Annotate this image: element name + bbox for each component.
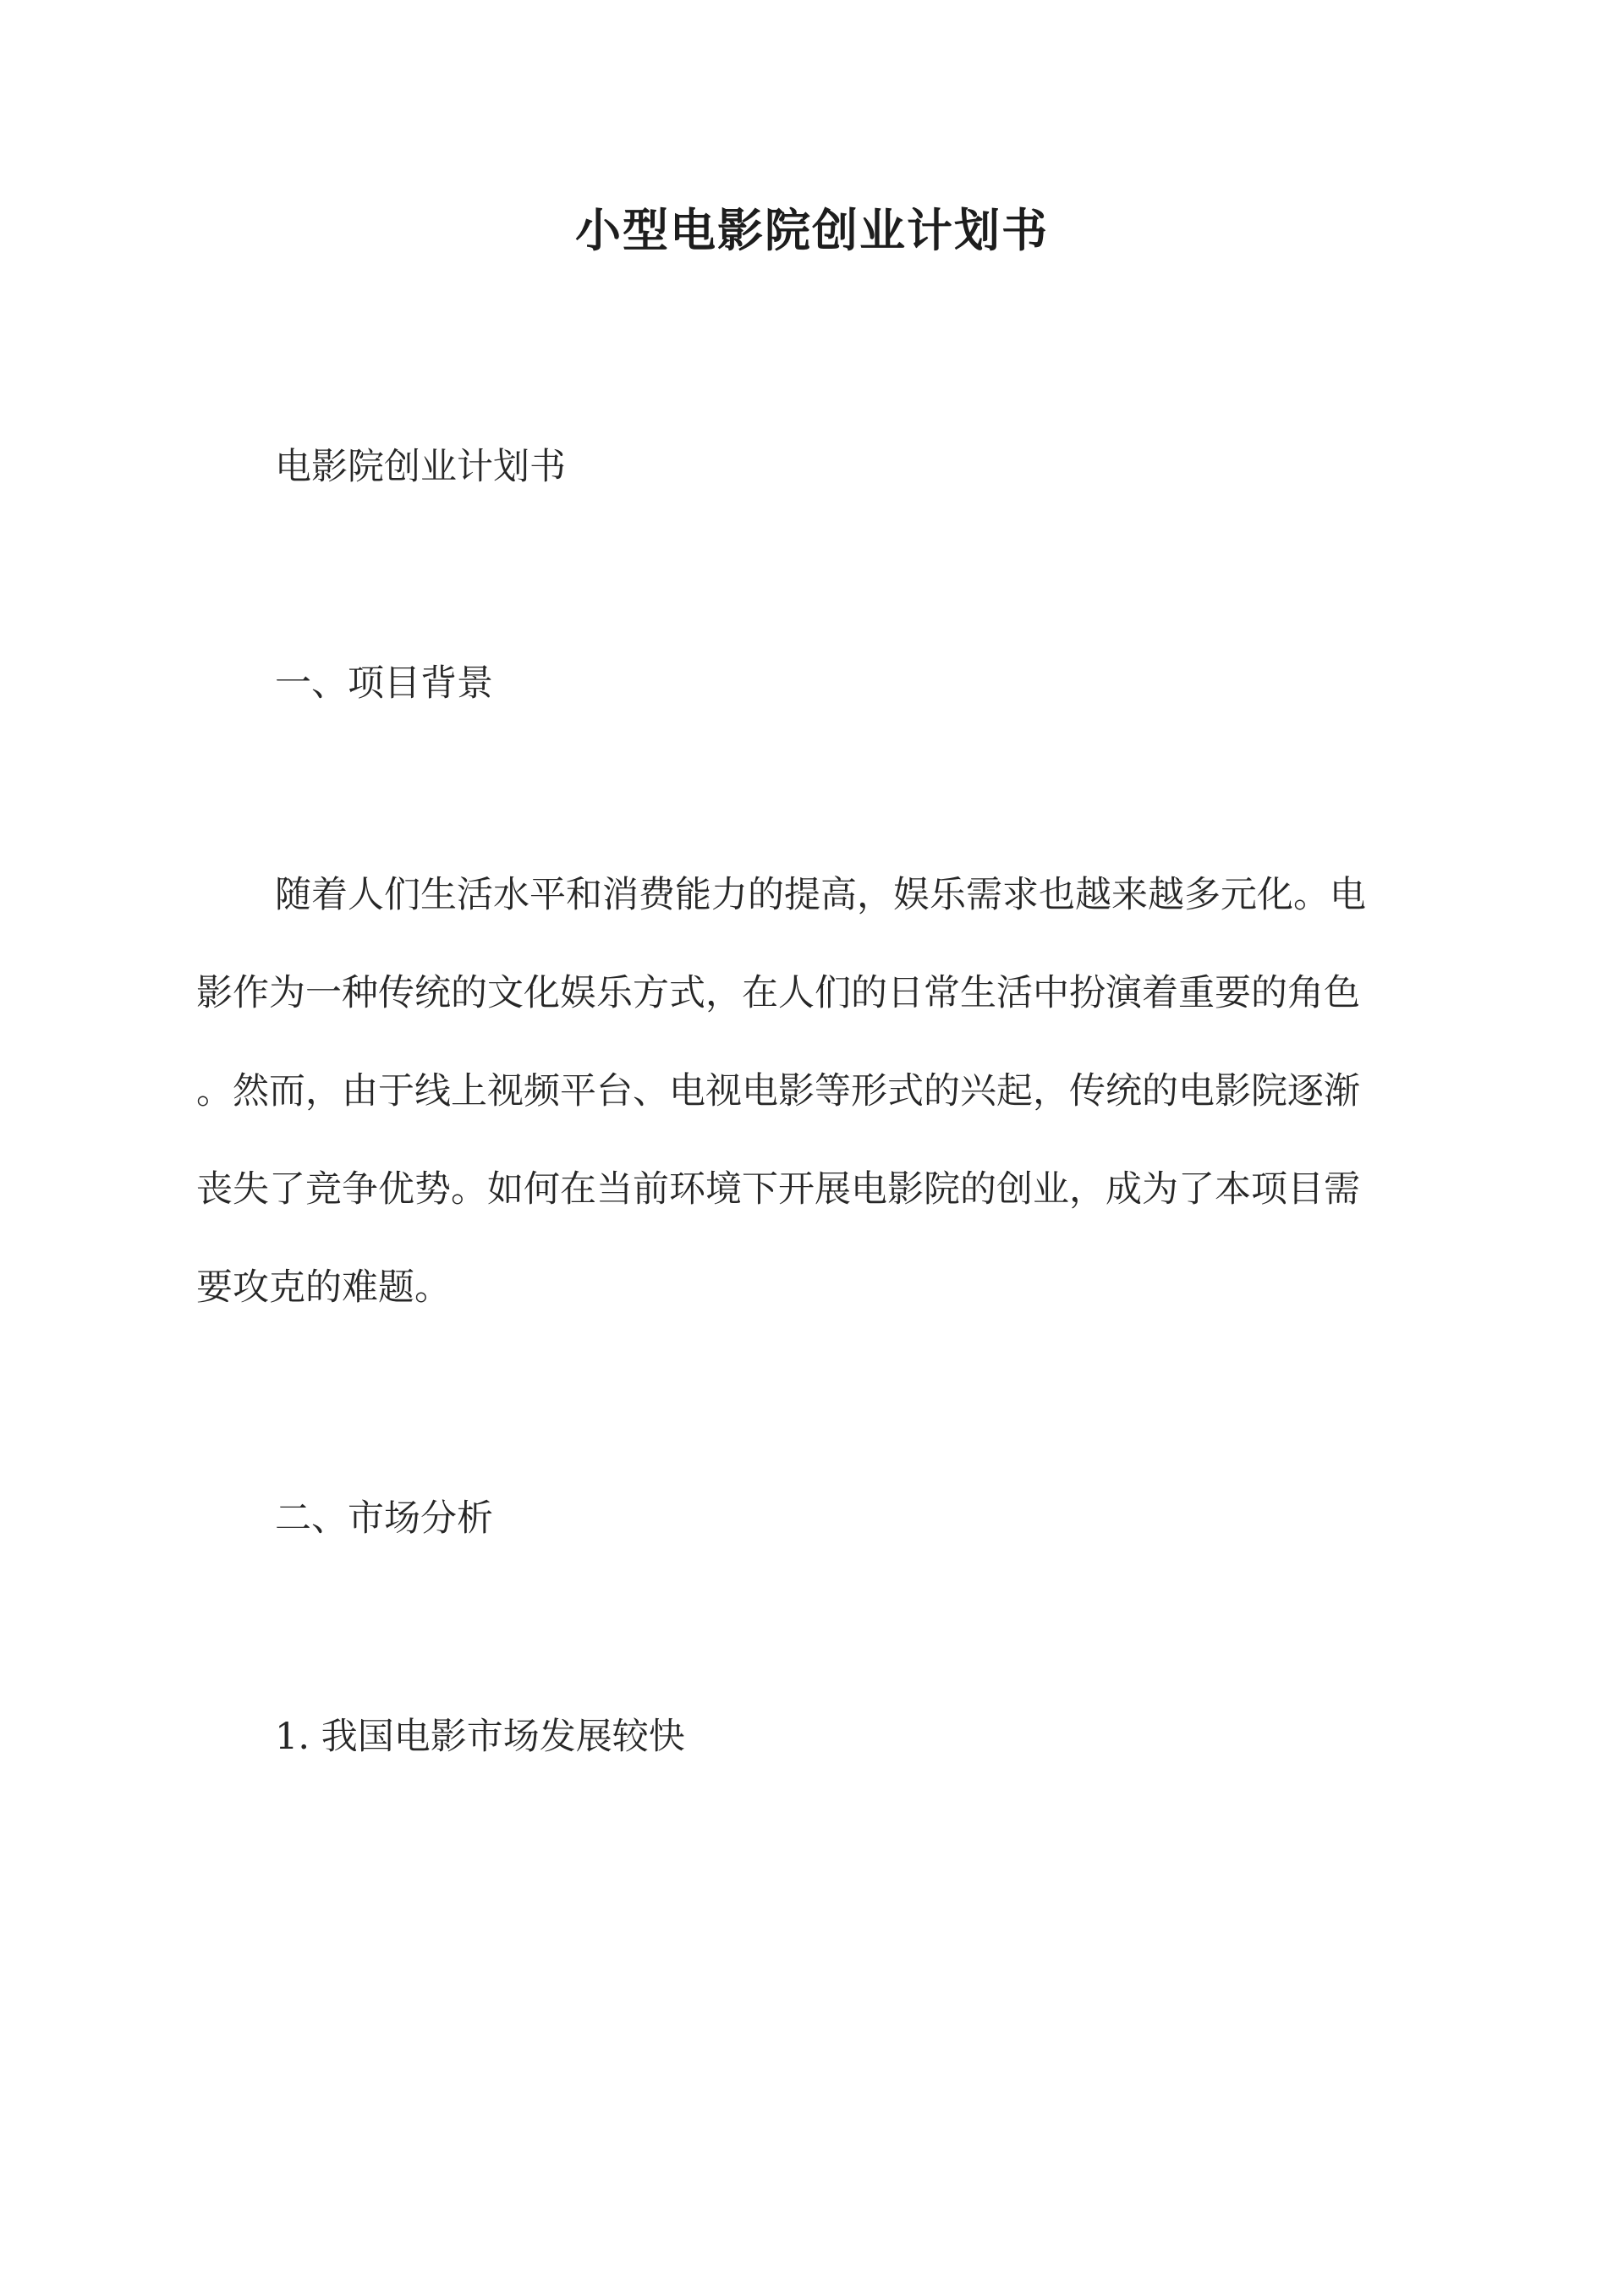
paragraph-line: 影作为一种传统的文化娱乐方式，在人们的日常生活中扮演着重要的角色 [196,972,1360,1014]
paragraph-line: 要攻克的难题。 [196,1266,451,1309]
paragraph-line: 随着人们生活水平和消费能力的提高，娱乐需求也越来越多元化。电 [275,874,1366,916]
paragraph-line: 丧失了竞争优势。如何在当前环境下开展电影院的创业，成为了本项目需 [196,1168,1360,1211]
section-heading-background: 一、项目背景 [275,662,493,705]
section-heading-market-analysis: 二、市场分析 [275,1497,493,1540]
background-paragraph [196,870,1431,1360]
list-item-market-growth: 1. 我国电影市场发展较快 [275,1716,685,1758]
document-subtitle: 电影院创业计划书 [275,446,566,488]
paragraph-line: 。然而，由于线上视频平台、电视电影等形式的兴起，传统的电影院逐渐 [196,1070,1360,1112]
document-title: 小型电影院创业计划书 [575,203,1049,257]
